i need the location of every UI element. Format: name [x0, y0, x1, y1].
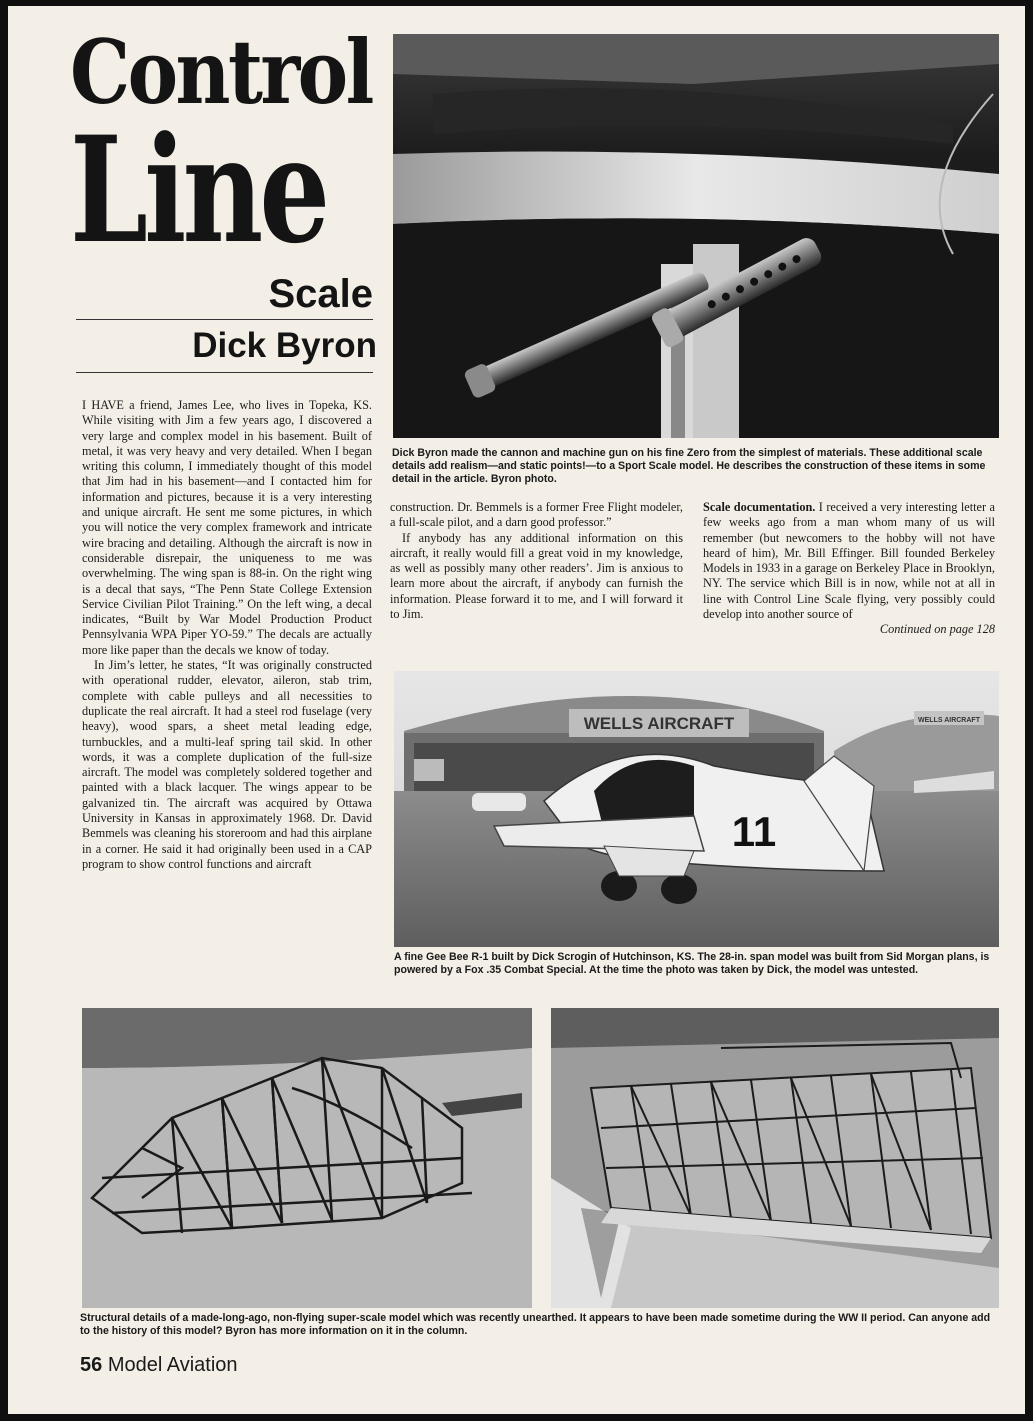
article-column-1 — [82, 398, 372, 872]
title-divider — [76, 319, 373, 320]
magazine-name: Model Aviation — [107, 1354, 238, 1376]
cannon-photo-caption: Dick Byron made the cannon and machine gun on his fine Zero from the simplest of materials. These additional scale details add realism—and static points!—to a Sport Scale model. He describes the construction of these items in some detail in the article. Byron photo. — [392, 447, 986, 485]
structure-photo-caption: Structural details of a made-long-ago, non-flying super-scale model which was recently unearthed. It appears to have been made sometime during the WW II period. Can anyone add to the history of this model? Byron has more information on it in the column. — [80, 1312, 991, 1337]
article-paragraph: I HAVE a friend, James Lee, who lives in Topeka, KS. While visiting with Jim a few years ago, I discovered a very large and complex model in his basement. Built of metal, it was very heavy and very detailed. When I began writing this column, I immediately thought of this model that Jim had in his basement—and I contacted him for information and pictures, because it is a very interesting and unique aircraft. He sent me some pictures, in which you will notice the very complex framework and intricate wire bracing and detailing. Although the aircraft is now in considerable disrepair, the uniqueness to me was overwhelming. The wing span is 88-in. On the right wing is a decal that says, “The Penn State College Extension Service Civilian Pilot Training.” On the left wing, a decal indicates, “Built by War Model Production Product Pennsylvania WPA Piper YO-59.” The decals are actually more like paper than the decals we know of today. — [82, 398, 372, 657]
gee-bee-photo-caption: A fine Gee Bee R-1 built by Dick Scrogin of Hutchinson, KS. The 28-in. span model was built from Sid Morgan plans, is powered by a Fox .35 Combat Special. At the time the photo was taken by Dick, the model was untested. — [394, 951, 990, 976]
page-number: 56 — [80, 1354, 103, 1376]
title-line-1: Control — [70, 20, 372, 124]
subtitle: Scale — [268, 272, 373, 316]
gee-bee-photo — [394, 671, 999, 947]
article-paragraph: construction. Dr. Bemmels is a former Free Flight modeler, a full-scale pilot, and a darn good professor.” — [390, 500, 683, 530]
race-number: 11 — [731, 808, 777, 855]
section-heading: Scale documentation. — [703, 500, 816, 514]
fuselage-frame-photo — [82, 1008, 532, 1308]
article-column-3 — [703, 500, 995, 638]
cannon-photo — [393, 34, 999, 438]
author-byline: Dick Byron — [192, 326, 377, 365]
byline-divider — [76, 372, 373, 373]
hangar-sign-small: WELLS AIRCRAFT — [918, 717, 980, 724]
hangar-sign: WELLS AIRCRAFT — [583, 714, 735, 733]
article-column-2 — [390, 500, 683, 622]
page-footer — [80, 1354, 238, 1377]
article-paragraph: If anybody has any additional information on this aircraft, it really would fill a great void in my knowledge, as well as possibly many other readers’. Jim is anxious to learn more about the aircraft, if anybody can furnish the information. Please forward it to me, and I will forward it to Jim. — [390, 530, 683, 622]
article-paragraph: I received a very interesting letter a few weeks ago from a man whom many of us will remember (but newcomers to the hobby will not have heard of him), Mr. Bill Effinger. Bill founded Berkeley Models in 1933 in a garage on Berkeley Place in Brooklyn, NY. The service which Bill is in now, while not at all in line with Control Line Scale flying, very possibly could develop into another source of — [703, 500, 995, 622]
article-paragraph: In Jim’s letter, he states, “It was originally constructed with operational rudder, elevator, aileron, stab trim, complete with cable pulleys and all necessities to duplicate the real aircraft. It had a steel rod fuselage (very heavy), wood spars, a sheet metal leading edge, turnbuckles, and a multi-leaf spring tail skid. In other words, it was a complete duplication of the full-size aircraft. The model was completely soldered together and painted with a black lacquer. The wings appear to be galvanized tin. The aircraft was acquired by Ottawa University in Kansas in approximately 1968. Dr. David Bemmels was cleaning his storeroom and had this airplane in a corner. He said it had originally been used in a CAP program to show control functions and aircraft — [82, 658, 372, 871]
continued-notice: Continued on page 128 — [879, 622, 995, 637]
wing-structure-photo — [551, 1008, 999, 1308]
magazine-page — [8, 6, 1025, 1414]
title-line-2: Line — [70, 105, 327, 276]
